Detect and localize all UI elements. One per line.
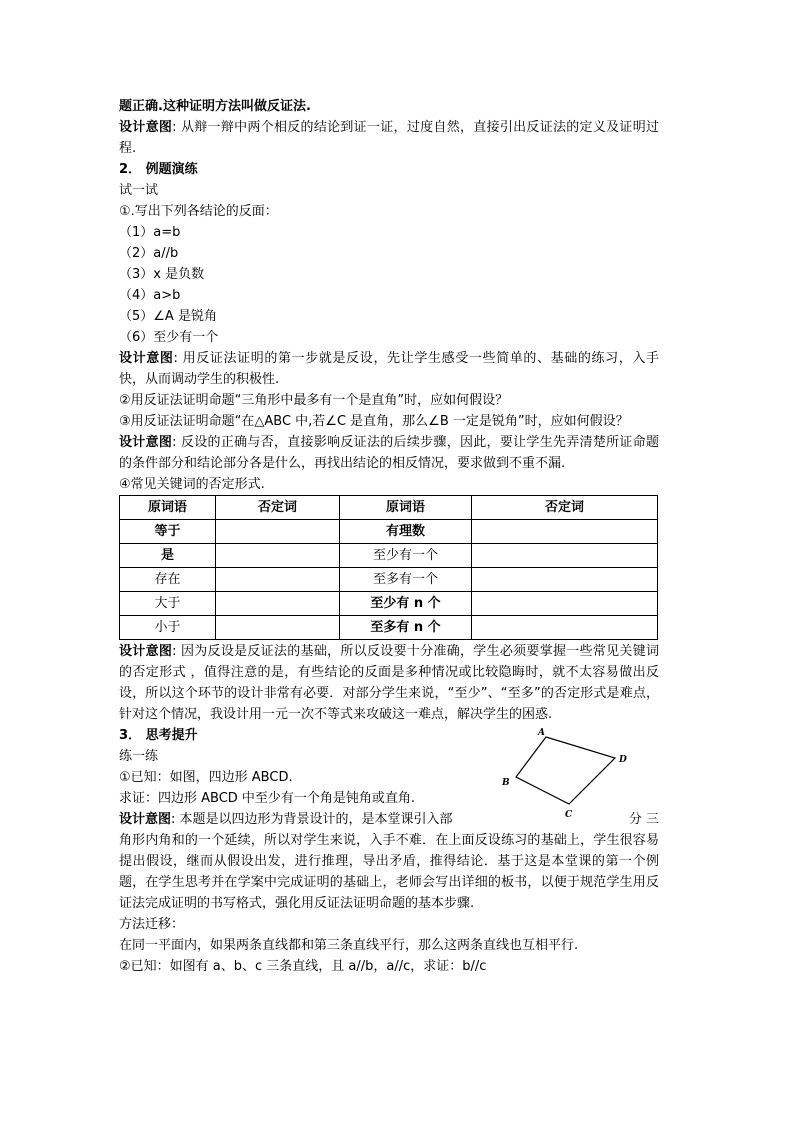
- design-label: 设计意图: [119, 812, 172, 827]
- design-text: : 因为反设是反证法的基础，所以反设要十分准确，学生必须要掌握一些常见关键词的否定形式 ，值得注意的是，有些结论的反面是多种情况或比较隐晦时，就不太容易做出反设，所以这个环节的设计非常有必要．对部分学生来说，“至少”、“至多”的否定形式是难点，针对这个情况，我设计用一元一次不等式来攻破这一难点，解决学生的困惑.: [119, 644, 659, 722]
- table-cell: [472, 520, 658, 544]
- design-label: 设计意图: [119, 351, 174, 366]
- vertex-label-b: B: [502, 778, 510, 788]
- table-cell: [216, 616, 340, 640]
- table-row: [120, 592, 658, 616]
- section-2-title: 2． 例题演练: [119, 162, 198, 177]
- column-header: 原词语: [340, 496, 472, 520]
- table-cell: 等于: [120, 520, 216, 544]
- negation-table: [119, 495, 658, 640]
- vertex-label-a: A: [538, 728, 545, 738]
- method-label: 方法迁移：: [119, 917, 185, 932]
- section-3-title: 3． 思考提升: [119, 728, 198, 743]
- known-2: ②已知：如图有 a、b、c 三条直线，且 a//b，a//c，求证：b//c: [119, 959, 487, 974]
- design-note-3: [119, 432, 659, 474]
- table-cell: 至少有 n 个: [340, 592, 472, 616]
- table-row: [120, 616, 658, 640]
- column-header: 原词语: [120, 496, 216, 520]
- question-2: ②用反证法证明命题“三角形中最多有一个是直角”时，应如何假设？: [119, 393, 509, 408]
- design-label: 设计意图: [119, 120, 173, 135]
- question-4: ④常见关键词的否定形式.: [119, 477, 265, 492]
- design-note-5-rest: 角形内角和的一个延续，所以对学生来说，入手不难．在上面反设练习的基础上，学生很容易提出假设，继而从假设出发，进行推理，导出矛盾，推得结论．基于这是本堂课的第一个例题，在学生思考并在学案中完成证明的基础上，老师会写出详细的板书，以便于规范学生用反证法完成证明的书写格式，强化用反证法证明命题的基本步骤.: [119, 833, 659, 911]
- table-cell: 至多有一个: [340, 568, 472, 592]
- table-header-row: [120, 496, 658, 520]
- design-note-4: [119, 641, 659, 725]
- design-text-right: 分 三: [628, 812, 659, 827]
- design-text: : 用反证法证明的第一步就是反设，先让学生感受一些简单的、基础的练习，入手快，从而调动学生的积极性.: [119, 351, 659, 387]
- table-cell: [216, 544, 340, 568]
- item-4: （4）a>b: [119, 288, 181, 303]
- question-1: ①.写出下列各结论的反面：: [119, 204, 278, 219]
- table-cell: 小于: [120, 616, 216, 640]
- method-text: 在同一平面内，如果两条直线都和第三条直线平行，那么这两条直线也互相平行.: [119, 938, 579, 953]
- table-cell: 至少有一个: [340, 544, 472, 568]
- table-row: [120, 520, 658, 544]
- practice-label: 练一练: [119, 749, 159, 764]
- item-5: （5）∠A 是锐角: [119, 309, 217, 324]
- design-text: : 从辩一辩中两个相反的结论到证一证，过度自然，直接引出反证法的定义及证明过程.: [119, 120, 659, 156]
- design-label: 设计意图: [119, 644, 173, 659]
- known-1: ①已知：如图，四边形 ABCD.: [119, 770, 293, 785]
- design-label: 设计意图: [119, 435, 173, 450]
- vertex-label-c: C: [565, 810, 573, 819]
- item-3: （3）x 是负数: [119, 267, 205, 282]
- item-2: （2）a//b: [119, 246, 179, 261]
- table-cell: 存在: [120, 568, 216, 592]
- table-row: [120, 544, 658, 568]
- table-cell: [472, 568, 658, 592]
- table-row: [120, 568, 658, 592]
- design-text: : 反设的正确与否，直接影响反证法的后续步骤，因此，要让学生先弄清楚所证命题的条件部分和结论部分各是什么，再找出结论的相反情况，要求做到不重不漏.: [119, 435, 659, 471]
- table-cell: [216, 520, 340, 544]
- vertex-label-d: D: [619, 755, 627, 765]
- table-cell: [472, 544, 658, 568]
- table-cell: [472, 616, 658, 640]
- quadrilateral-figure: [495, 727, 635, 819]
- design-text: : 本题是以四边形为背景设计的，是本堂课引入部: [171, 812, 453, 827]
- intro-line: 题正确.这种证明方法叫做反证法.: [119, 99, 311, 114]
- table-cell: 至多有 n 个: [340, 616, 472, 640]
- prove-1: 求证：四边形 ABCD 中至少有一个角是钝角或直角.: [119, 791, 416, 806]
- table-cell: [472, 592, 658, 616]
- table-cell: 有理数: [340, 520, 472, 544]
- document-page: [119, 96, 659, 977]
- quadrilateral-shape: [516, 737, 615, 804]
- table-cell: [216, 568, 340, 592]
- table-cell: 是: [120, 544, 216, 568]
- item-1: （1）a=b: [119, 225, 181, 240]
- try-label: 试一试: [119, 183, 159, 198]
- column-header: 否定词: [472, 496, 658, 520]
- column-header: 否定词: [216, 496, 340, 520]
- question-3: ③用反证法证明命题“在△ABC 中,若∠C 是直角，那么∠B 一定是锐角”时，应如何假设？: [119, 414, 629, 429]
- design-note-2: [119, 348, 659, 390]
- table-cell: [216, 592, 340, 616]
- design-note-1: [119, 117, 659, 159]
- item-6: （6）至少有一个: [119, 330, 219, 345]
- table-cell: 大于: [120, 592, 216, 616]
